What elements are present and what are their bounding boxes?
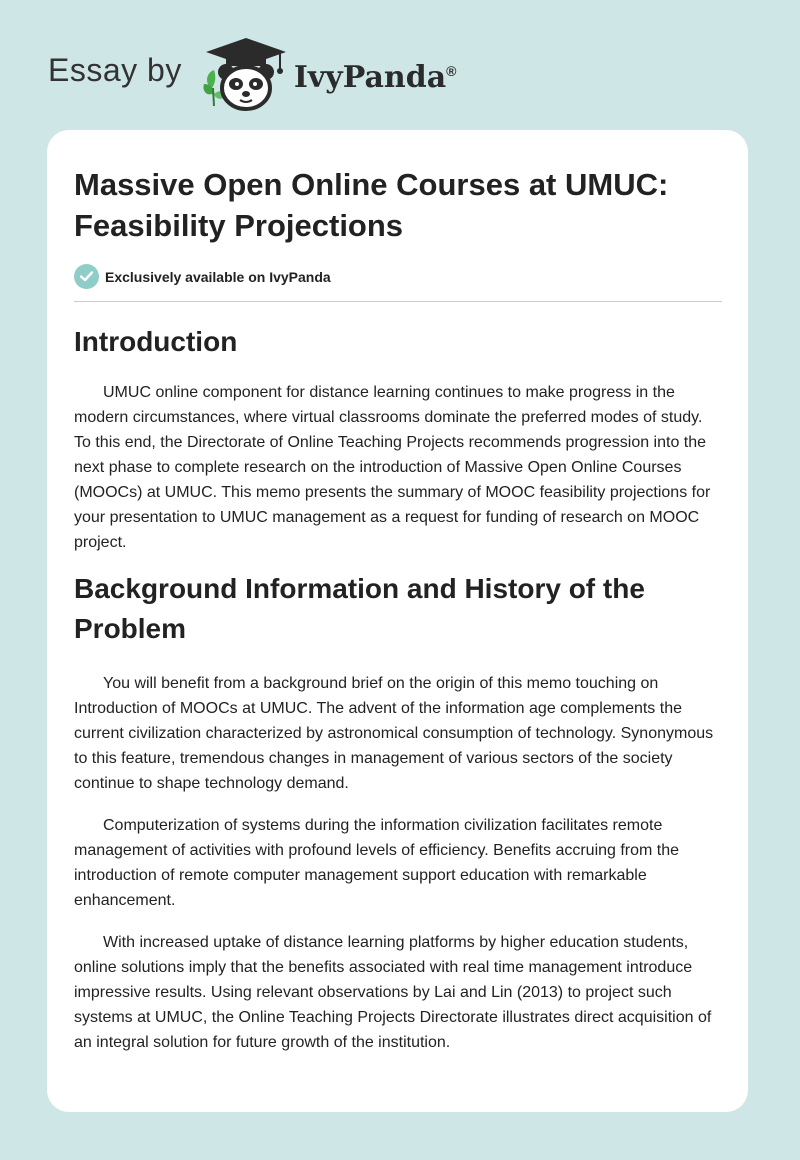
paragraph: With increased uptake of distance learning platforms by higher education students, online solutions imply that the benefits associated with real time management introduce impressive results. Using relevant observations by Lai and Lin (2013) to project such systems at UMUC, the Online Teaching Projects Directorate illustrates direct acquisition of an integral solution for future growth of the institution. [74,934,712,1051]
section-heading-introduction: Introduction [74,326,238,357]
article-title: Massive Open Online Courses at UMUC: Feasibility Projections [74,167,669,243]
paragraph: Computerization of systems during the information civilization facilitates remote management of activities with profound levels of efficiency. Benefits accruing from the introduction of remote computer management support education with remarkable enhancement. [74,817,680,909]
essay-by-label: Essay by [48,51,182,88]
panda-logo-icon[interactable] [200,36,290,112]
paragraph: You will benefit from a background brief on the origin of this memo touching on Introduction of MOOCs at UMUC. The advent of the information age complements the current civilization characterized by astronomical consumption of technology. Synonymous to this feature, tremendous changes in management of various sectors of the society continue to shape technology demand. [74,675,714,792]
check-icon [74,264,99,289]
divider [74,301,722,302]
brand-text: IvyPanda [293,59,447,95]
exclusive-label: Exclusively available on IvyPanda [105,268,331,285]
section-heading-background: Background Information and History of the Problem [74,573,645,644]
article-card [47,130,748,1112]
brand-name[interactable] [294,60,457,95]
exclusive-badge [74,264,722,289]
paragraph: UMUC online component for distance learning continues to make progress in the modern circumstances, where virtual classrooms dominate the preferred modes of study. To this end, the Directorate of Online Teaching Projects recommends progression into the next phase to complete research on the introduction of Massive Open Online Courses (MOOCs) at UMUC. This memo presents the summary of MOOC feasibility projections for your presentation to UMUC management as a request for funding of research on MOOC project. [74,384,711,551]
registered-mark: ® [446,62,457,79]
site-header [48,34,456,114]
